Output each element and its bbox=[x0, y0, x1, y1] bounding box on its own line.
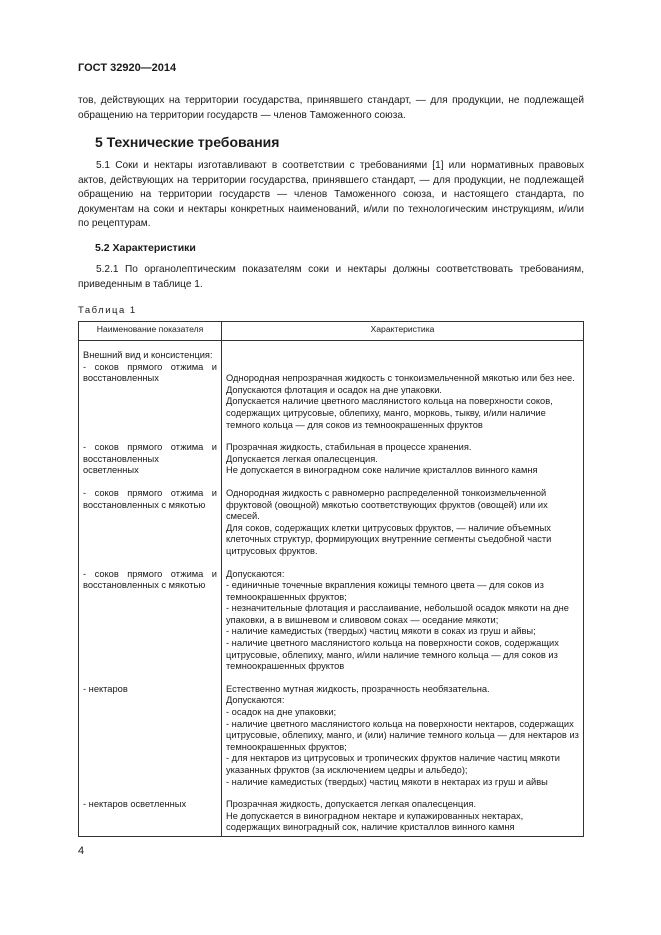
table-row bbox=[79, 433, 584, 479]
table-row bbox=[79, 790, 584, 836]
column-header-characteristic: Характеристика bbox=[222, 322, 584, 341]
column-header-name: Наименование показателя bbox=[79, 322, 222, 341]
subsection-title: 5.2 Характеристики bbox=[95, 242, 196, 254]
table-row bbox=[79, 479, 584, 560]
characteristic-cell: Прозрачная жидкость, допускается легкая опалесценция. Не допускается в виноградном нектаре и купажированных нектарах, содержащих виноградный сок, наличие кристаллов винного камня bbox=[222, 790, 584, 836]
indicator-name-cell: - соков прямого отжима и восстановленных осветленных bbox=[79, 433, 222, 479]
table-row bbox=[79, 341, 584, 434]
paragraph-5-1: 5.1 Соки и нектары изготавливают в соответствии с требованиями [1] или нормативных правовых актов, действующих на территории государства, принявшего стандарт, — для продукции, не подлежащей обращению на территории государств — членов Таможенного союза, и настоящего стандарта, по документам на соки и нектары конкретных наименований, и/или по технологическим инструкциям, и/или по рецептурам. bbox=[78, 160, 584, 229]
table-header-row bbox=[79, 322, 584, 341]
paragraph-5-2-1: 5.2.1 По органолептическим показателям соки и нектары должны соответствовать требованиям, приведенным в таблице 1. bbox=[78, 264, 584, 290]
page-number: 4 bbox=[78, 845, 85, 857]
section-title: 5 Технические требования bbox=[95, 134, 280, 150]
table-row bbox=[79, 675, 584, 790]
characteristic-cell: Прозрачная жидкость, стабильная в процессе хранения. Допускается легкая опалесценция. Не допускается в виноградном соке наличие кристаллов винного камня bbox=[222, 433, 584, 479]
table-label: Таблица 1 bbox=[78, 305, 137, 316]
characteristics-table bbox=[78, 321, 584, 837]
characteristic-cell: Однородная непрозрачная жидкость с тонкоизмельченной мякотью или без нее. Допускаются флотация и осадок на дне упаковки. Допускается наличие цветного маслянистого кольца на поверхности соков, содержащих цитрусовые, облепиху, манго, морковь, тыкву, и/или наличие темного кольца — для соков из темноокрашенных фруктов bbox=[222, 341, 584, 434]
characteristic-cell: Допускаются: - единичные точечные вкрапления кожицы темного цвета — для соков из темноокрашенных фруктов; - незначительные флотация и расслаивание, небольшой осадок мякоти на дне упаковки, а в вишневом и сливовом соках — оседание мякоти; - наличие камедистых (твердых) частиц мякоти в соках из груш и айвы; - наличие цветного маслянистого кольца на поверхности соков, содержащих цитрусовые, облепиху, манго, и/или наличие темного кольца — для соков из темноокрашенных фруктов bbox=[222, 560, 584, 675]
characteristic-cell: Однородная жидкость с равномерно распределенной тонкоизмельченной фруктовой (овощной) мякотью соответствующих фруктов (овощей) или их смесей. Для соков, содержащих клетки цитрусовых фруктов, — наличие объемных клеточных структур, формирующих внутренние сегменты съедобной части цитрусовых фруктов. bbox=[222, 479, 584, 560]
characteristic-cell: Естественно мутная жидкость, прозрачность необязательна. Допускаются: - осадок на дне упаковки; - наличие цветного маслянистого кольца на поверхности нектаров, содержащих цитрусовые, облепиху, манго, и (или) наличие темного кольца — для нектаров из темноокрашенных фруктов; - для нектаров из цитрусовых и тропических фруктов наличие частиц мякоти указанных фруктов (за исключением цедры и альбедо); - наличие камедистых (твердых) частиц мякоти в нектарах из груш и айвы bbox=[222, 675, 584, 790]
indicator-name-cell: - соков прямого отжима и восстановленных с мякотью bbox=[79, 560, 222, 675]
intro-paragraph: тов, действующих на территории государства, принявшего стандарт, — для продукции, не подлежащей обращению на территории государств — членов Таможенного союза. bbox=[78, 95, 584, 121]
indicator-name-cell: - нектаров bbox=[79, 675, 222, 790]
indicator-name-cell: Внешний вид и консистенция: - соков прямого отжима и восстановленных bbox=[79, 341, 222, 434]
indicator-name-cell: - нектаров осветленных bbox=[79, 790, 222, 836]
table-row bbox=[79, 560, 584, 675]
standard-header: ГОСТ 32920—2014 bbox=[78, 62, 177, 74]
indicator-name-cell: - соков прямого отжима и восстановленных с мякотью bbox=[79, 479, 222, 560]
